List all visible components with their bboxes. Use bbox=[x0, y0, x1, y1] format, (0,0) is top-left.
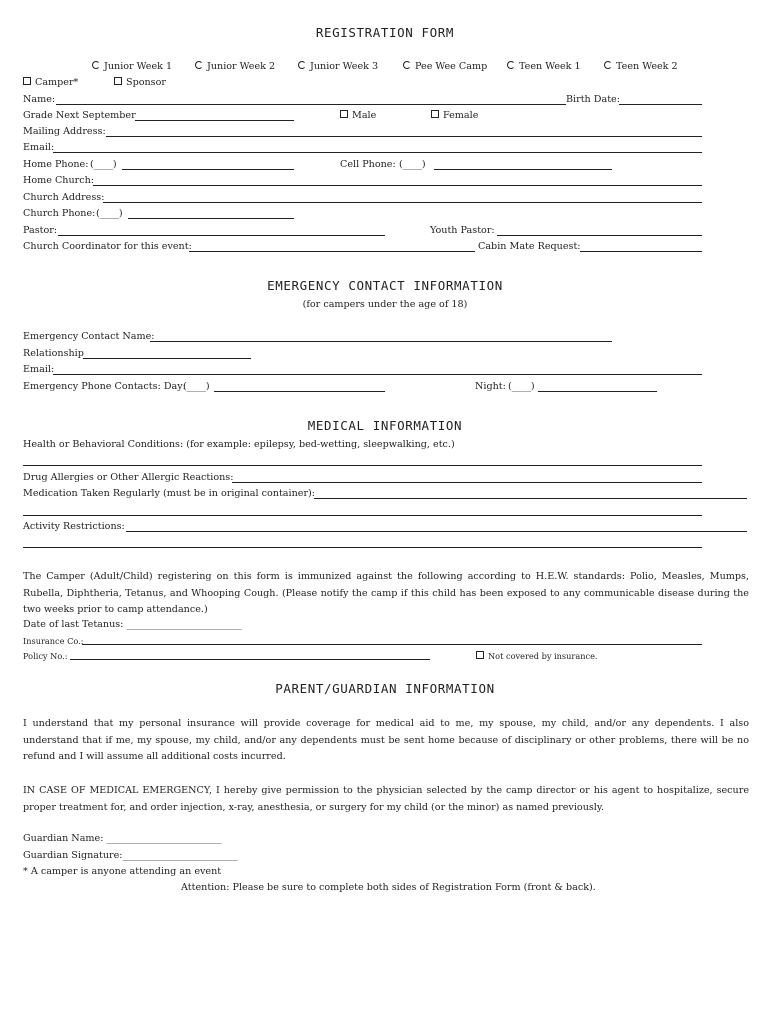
night-phone-area-code: (____) bbox=[508, 381, 535, 392]
day-phone-field[interactable] bbox=[214, 391, 385, 392]
checkbox-label: Male bbox=[352, 110, 377, 121]
radio-icon bbox=[403, 61, 411, 69]
radio-label: Junior Week 2 bbox=[207, 61, 276, 72]
parent-heading: PARENT/GUARDIAN INFORMATION bbox=[275, 681, 495, 696]
church-phone-area-code: (____) bbox=[96, 208, 123, 219]
emergency-phone-day-label: Emergency Phone Contacts: Day: bbox=[23, 381, 186, 392]
guardian-name-field[interactable]: Guardian Name: ________________________ bbox=[23, 833, 222, 844]
camper-footnote: * A camper is anyone attending an event bbox=[23, 866, 222, 877]
home-church-label: Home Church: bbox=[23, 175, 95, 186]
insurance-company-label: Insurance Co.: bbox=[23, 636, 84, 646]
pastor-field[interactable] bbox=[58, 235, 385, 236]
grade-field[interactable] bbox=[135, 120, 294, 121]
radio-icon bbox=[507, 61, 515, 69]
church-phone-field[interactable] bbox=[128, 218, 294, 219]
name-field[interactable] bbox=[56, 104, 566, 105]
allergies-label: Drug Allergies or Other Allergic Reactions: bbox=[23, 472, 234, 483]
checkbox-icon bbox=[114, 77, 122, 85]
radio-junior-week-1[interactable] bbox=[92, 61, 172, 73]
emergency-subheading: (for campers under the age of 18) bbox=[302, 299, 468, 310]
birth-date-field[interactable] bbox=[619, 104, 702, 105]
church-address-field[interactable] bbox=[103, 202, 702, 203]
checkbox-sponsor[interactable] bbox=[114, 77, 166, 89]
cabin-mate-label: Cabin Mate Request: bbox=[478, 241, 581, 252]
pastor-label: Pastor: bbox=[23, 225, 58, 236]
medication-field-line-2[interactable] bbox=[23, 515, 702, 516]
emergency-email-field[interactable] bbox=[53, 374, 702, 375]
emergency-contact-name-label: Emergency Contact Name: bbox=[23, 331, 155, 342]
home-church-field[interactable] bbox=[93, 185, 702, 186]
medical-emergency-statement: IN CASE OF MEDICAL EMERGENCY, I hereby give permission to the physician selected by the camp director or his agent to hospitalize, secure proper treatment for, and order injection, x-ray, anesthesia, or surgery for my child (or the minor) as named previously. bbox=[23, 785, 749, 813]
day-phone-area-code: (____) bbox=[183, 381, 210, 392]
mailing-address-field[interactable] bbox=[106, 136, 702, 137]
checkbox-female[interactable] bbox=[431, 110, 478, 122]
coordinator-label: Church Coordinator for this event: bbox=[23, 241, 192, 252]
checkbox-label: Camper* bbox=[35, 77, 79, 88]
activity-restrictions-label: Activity Restrictions: bbox=[23, 521, 125, 532]
birth-date-label: Birth Date: bbox=[566, 94, 620, 105]
allergies-field[interactable] bbox=[232, 482, 702, 483]
church-address-label: Church Address: bbox=[23, 192, 105, 203]
radio-label: Teen Week 2 bbox=[616, 61, 678, 72]
policy-number-field[interactable] bbox=[70, 659, 430, 660]
night-label: Night: bbox=[475, 381, 506, 392]
relationship-field[interactable] bbox=[83, 358, 251, 359]
home-phone-area-code: (____) bbox=[90, 159, 117, 170]
grade-label: Grade Next September bbox=[23, 110, 136, 121]
immunization-statement: The Camper (Adult/Child) registering on this form is immunized against the following according to H.E.W. standards: Polio, Measles, Mumps, Rubella, Diphtheria, Tetanus, and Whooping Cough. (Please notify the camp if this child has been exposed to any communicable disease during the two weeks prior to camp attendance.) bbox=[23, 571, 749, 616]
guardian-signature-field[interactable]: Guardian Signature:________________________ bbox=[23, 850, 238, 861]
radio-teen-week-1[interactable] bbox=[507, 61, 581, 73]
checkbox-icon bbox=[340, 110, 348, 118]
name-label: Name: bbox=[23, 94, 56, 105]
cell-phone-field[interactable] bbox=[434, 169, 612, 170]
checkbox-male[interactable] bbox=[340, 110, 376, 122]
checkbox-camper[interactable] bbox=[23, 77, 78, 89]
health-conditions-label: Health or Behavioral Conditions: (for example: epilepsy, bed-wetting, sleepwalking, etc.) bbox=[23, 439, 455, 450]
activity-restrictions-field-line-2[interactable] bbox=[23, 547, 702, 548]
home-phone-label: Home Phone: bbox=[23, 159, 89, 170]
emergency-email-label: Email: bbox=[23, 364, 55, 375]
radio-label: Junior Week 3 bbox=[310, 61, 379, 72]
attention-note: Attention: Please be sure to complete both sides of Registration Form (front & back). bbox=[181, 882, 596, 893]
radio-icon bbox=[298, 61, 306, 69]
checkbox-label: Female bbox=[443, 110, 479, 121]
emergency-contact-name-field[interactable] bbox=[150, 341, 612, 342]
relationship-label: Relationship bbox=[23, 348, 84, 359]
form-title: REGISTRATION FORM bbox=[315, 25, 455, 40]
medical-heading: MEDICAL INFORMATION bbox=[307, 418, 463, 433]
radio-junior-week-2[interactable] bbox=[195, 61, 275, 73]
coordinator-field[interactable] bbox=[189, 251, 475, 252]
checkbox-icon bbox=[23, 77, 31, 85]
radio-label: Pee Wee Camp bbox=[415, 61, 488, 72]
youth-pastor-field[interactable] bbox=[497, 235, 702, 236]
radio-icon bbox=[92, 61, 100, 69]
radio-pee-wee-camp[interactable] bbox=[403, 61, 487, 73]
checkbox-label: Not covered by insurance. bbox=[488, 651, 598, 661]
insurance-company-field[interactable] bbox=[82, 644, 702, 645]
mailing-address-label: Mailing Address: bbox=[23, 126, 106, 137]
checkbox-label: Sponsor bbox=[126, 77, 166, 88]
cell-phone-area-code: (____) bbox=[399, 159, 426, 170]
youth-pastor-label: Youth Pastor: bbox=[430, 225, 495, 236]
home-phone-field[interactable] bbox=[122, 169, 294, 170]
church-phone-label: Church Phone: bbox=[23, 208, 96, 219]
medication-field[interactable] bbox=[314, 498, 747, 499]
checkbox-icon bbox=[476, 651, 484, 659]
radio-icon bbox=[195, 61, 203, 69]
activity-restrictions-field[interactable] bbox=[126, 531, 747, 532]
medication-label: Medication Taken Regularly (must be in original container): bbox=[23, 488, 316, 499]
radio-label: Junior Week 1 bbox=[104, 61, 173, 72]
radio-teen-week-2[interactable] bbox=[604, 61, 678, 73]
tetanus-date-field[interactable]: Date of last Tetanus: ________________________ bbox=[23, 619, 242, 630]
radio-junior-week-3[interactable] bbox=[298, 61, 378, 73]
health-conditions-field[interactable] bbox=[23, 465, 702, 466]
night-phone-field[interactable] bbox=[538, 391, 657, 392]
email-label: Email: bbox=[23, 142, 55, 153]
checkbox-not-covered[interactable] bbox=[476, 650, 598, 662]
policy-number-label: Policy No.: bbox=[23, 651, 68, 661]
emergency-heading: EMERGENCY CONTACT INFORMATION bbox=[267, 278, 503, 293]
email-field[interactable] bbox=[53, 152, 702, 153]
cell-phone-label: Cell Phone: bbox=[340, 159, 396, 170]
checkbox-icon bbox=[431, 110, 439, 118]
radio-icon bbox=[604, 61, 612, 69]
radio-label: Teen Week 1 bbox=[519, 61, 581, 72]
cabin-mate-field[interactable] bbox=[580, 251, 702, 252]
insurance-statement: I understand that my personal insurance will provide coverage for medical aid to me, my spouse, my child, and/or any dependents. I also understand that if me, my spouse, my child, and/or any dependents must be sent home because of disciplinary or other problems, there will be no refund and I will assume all additional costs incurred. bbox=[23, 718, 749, 763]
